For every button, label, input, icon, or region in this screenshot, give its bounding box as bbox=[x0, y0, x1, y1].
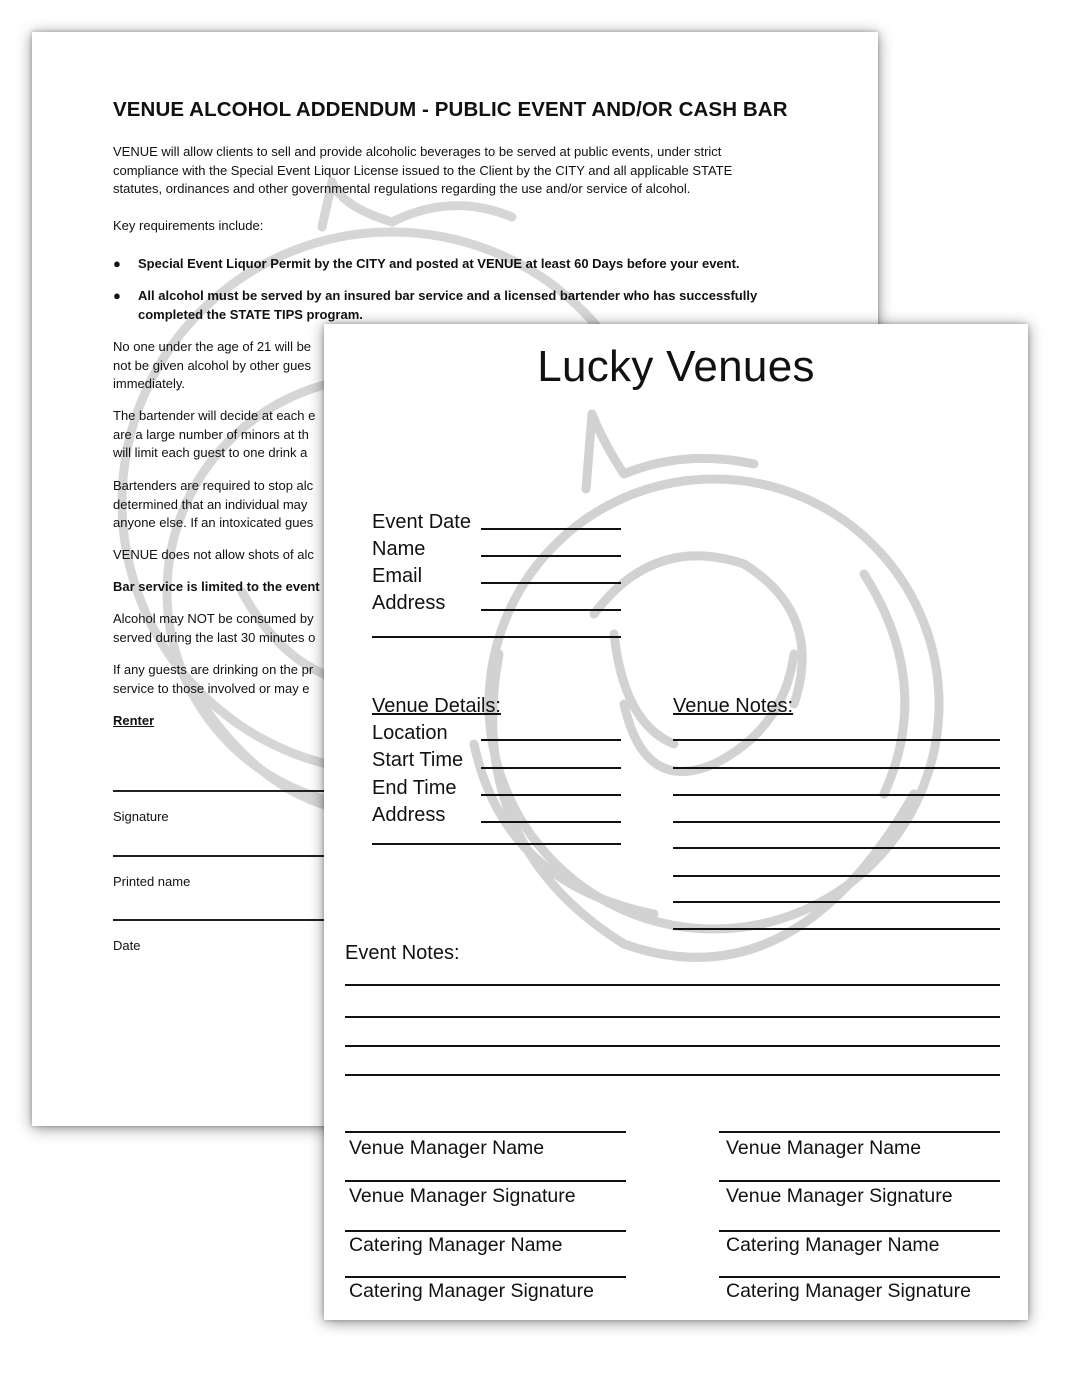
catering-manager-signature-label: Catering Manager Signature bbox=[349, 1280, 594, 1302]
venue-notes-heading: Venue Notes: bbox=[673, 695, 794, 717]
venue-manager-name-line[interactable] bbox=[345, 1131, 626, 1133]
start-time-field[interactable] bbox=[481, 767, 621, 769]
age-paragraph: No one under the age of 21 will be not be given alcohol by other gues immediately. bbox=[113, 339, 312, 391]
address-field-line-2[interactable] bbox=[372, 636, 621, 638]
venue-manager-signature-label: Venue Manager Signature bbox=[349, 1185, 576, 1207]
email-field[interactable] bbox=[481, 582, 621, 584]
printed-name-label: Printed name bbox=[113, 874, 191, 889]
venue-notes-line[interactable] bbox=[673, 847, 1000, 849]
catering-manager-name-label: Catering Manager Name bbox=[726, 1234, 940, 1256]
venue-notes-line[interactable] bbox=[673, 739, 1000, 741]
end-time-label: End Time bbox=[372, 777, 457, 799]
venue-address-field-line-2[interactable] bbox=[372, 843, 621, 845]
start-time-label: Start Time bbox=[372, 749, 464, 771]
venue-notes-line[interactable] bbox=[673, 767, 1000, 769]
addendum-title: VENUE ALCOHOL ADDENDUM - PUBLIC EVENT AND/OR CASH BAR bbox=[113, 98, 788, 121]
addendum-page: VENUE ALCOHOL ADDENDUM - PUBLIC EVENT AND/OR CASH BAR VENUE will allow clients to sell and provide alcoholic beverages to be served at public events, under strict compliance with the Special Event Liquor License issued to the Client by the CITY and all applicable STATE statutes, ordinances and other governmental regulations regarding the use and/or service of alcohol. Key requirements include: ● Special Event Liquor Permit by the CITY and posted at VENUE at least 60 Days before your event. ● All alcohol must be served by an insured bar service and a licensed bartender who has successfully completed the STATE TIPS program. No one under the age of 21 will be not be given alcohol by other gues immediately. The bartender will decide at each e are a large number of minors at th will limit each guest to one drink a Bartenders are required to stop alc determined that an individual may anyone else. If an intoxicated gues VENUE does not allow shots of alc Bar service is limited to the event Alcohol may NOT be consumed by served during the last 30 minutes o If any guests are drinking on the pr service to those involved or may e Renter Signature Printed name Date bbox=[32, 32, 878, 1126]
name-label: Name bbox=[372, 538, 426, 560]
venue-address-field[interactable] bbox=[481, 821, 621, 823]
venue-notes-line[interactable] bbox=[673, 794, 1000, 796]
bartender-paragraph: The bartender will decide at each e are a large number of minors at th will limit each guest to one drink a bbox=[113, 408, 316, 460]
venue-manager-signature-label: Venue Manager Signature bbox=[726, 1185, 953, 1207]
venue-manager-signature-line[interactable] bbox=[719, 1180, 1000, 1182]
venue-details-heading: Venue Details: bbox=[372, 695, 501, 717]
address-field[interactable] bbox=[481, 609, 621, 611]
event-notes-line[interactable] bbox=[345, 1045, 1000, 1047]
shots-paragraph: VENUE does not allow shots of alc bbox=[113, 547, 314, 562]
signature-label: Signature bbox=[113, 809, 169, 824]
catering-manager-name-label: Catering Manager Name bbox=[349, 1234, 563, 1256]
venue-notes-line[interactable] bbox=[673, 875, 1000, 877]
event-notes-line[interactable] bbox=[345, 1074, 1000, 1076]
catering-manager-name-line[interactable] bbox=[345, 1230, 626, 1232]
bar-limited-paragraph: Bar service is limited to the event bbox=[113, 579, 320, 594]
event-date-label: Event Date bbox=[372, 511, 471, 533]
consumption-paragraph: Alcohol may NOT be consumed by served during the last 30 minutes o bbox=[113, 611, 316, 645]
catering-manager-name-line[interactable] bbox=[719, 1230, 1000, 1232]
guests-paragraph: If any guests are drinking on the pr service to those involved or may e bbox=[113, 662, 314, 696]
intro-paragraph: VENUE will allow clients to sell and provide alcoholic beverages to be served at public events, under strict compliance with the Special Event Liquor License issued to the Client by the CITY and all applicable STATE statutes, ordinances and other governmental regulations regarding the use and/or service of alcohol. bbox=[113, 144, 733, 196]
venue-manager-name-line[interactable] bbox=[719, 1131, 1000, 1133]
end-time-field[interactable] bbox=[481, 794, 621, 796]
location-field[interactable] bbox=[481, 739, 621, 741]
catering-manager-signature-label: Catering Manager Signature bbox=[726, 1280, 971, 1302]
date-label: Date bbox=[113, 938, 141, 953]
stop-service-paragraph: Bartenders are required to stop alc determined that an individual may anyone else. If an intoxicated gues bbox=[113, 478, 314, 530]
event-notes-heading: Event Notes: bbox=[345, 942, 460, 964]
venue-manager-signature-line[interactable] bbox=[345, 1180, 626, 1182]
venue-notes-line[interactable] bbox=[673, 901, 1000, 903]
event-form-page bbox=[324, 324, 1028, 1320]
bullet-dot: ● bbox=[113, 256, 121, 271]
venue-manager-name-label: Venue Manager Name bbox=[349, 1137, 545, 1159]
name-field[interactable] bbox=[481, 555, 621, 557]
event-notes-line[interactable] bbox=[345, 1016, 1000, 1018]
location-label: Location bbox=[372, 722, 448, 744]
venue-notes-line[interactable] bbox=[673, 928, 1000, 930]
bullet-dot: ● bbox=[113, 288, 121, 303]
email-label: Email bbox=[372, 565, 423, 587]
catering-manager-signature-line[interactable] bbox=[719, 1276, 1000, 1278]
catering-manager-signature-line[interactable] bbox=[345, 1276, 626, 1278]
key-requirements-label: Key requirements include: bbox=[113, 218, 264, 233]
date-line[interactable] bbox=[113, 919, 333, 921]
event-date-field[interactable] bbox=[481, 528, 621, 530]
venue-manager-name-label: Venue Manager Name bbox=[726, 1137, 922, 1159]
renter-heading: Renter bbox=[113, 713, 155, 728]
venue-notes-line[interactable] bbox=[673, 821, 1000, 823]
address-label: Address bbox=[372, 592, 446, 614]
form-title: Lucky Venues bbox=[537, 342, 815, 391]
event-notes-line[interactable] bbox=[345, 984, 1000, 986]
venue-address-label: Address bbox=[372, 804, 446, 826]
signature-line[interactable] bbox=[113, 790, 333, 792]
printed-name-line[interactable] bbox=[113, 855, 333, 857]
